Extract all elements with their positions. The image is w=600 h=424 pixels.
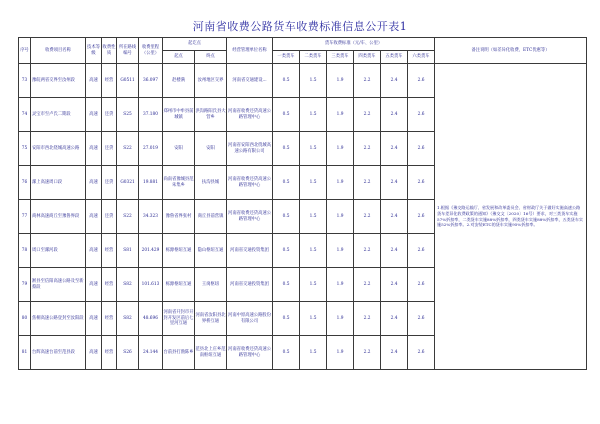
cell-fee-6: 2.6 [408, 200, 435, 234]
cell-fee-6: 2.6 [408, 268, 435, 302]
header-class-3: 三类货车 [327, 51, 354, 64]
cell-agency: 河南省安阳西北绕城高速公路有限公司 [227, 132, 273, 166]
cell-start: 台前县打渔陈乡 [163, 336, 195, 370]
note-cell: 1.根据《豫交路运输厅、省发展和改革委员会、省财政厅关于做好实施高速公路货车差异化收费政策的通知》（豫交文〔2020〕16号）要求，对三类货车实施57%折扣率，二类货车实施88%折扣率，四类货车实施88%折扣率，五类货车实施52%折扣率。2.对安装ETC的货车实施95%折扣率。 [435, 64, 587, 370]
cell-name: 焦桐高速公路登封至汝阳段 [31, 302, 86, 336]
cell-nature: 还贷 [102, 200, 117, 234]
cell-fee-3: 1.9 [327, 200, 354, 234]
cell-nature: 还贷 [102, 166, 117, 200]
cell-route: S25 [117, 98, 139, 132]
page-title: 河南省收费公路货车收费标准信息公开表1 [192, 20, 408, 33]
cell-route: S26 [117, 336, 139, 370]
cell-fee-6: 2.6 [408, 98, 435, 132]
cell-agency: 河南省收费还贷高速公路管理中心 [227, 200, 273, 234]
header-fee-nature: 收费性质 [102, 38, 117, 64]
cell-fee-2: 1.5 [300, 64, 327, 98]
cell-seq: 75 [19, 132, 31, 166]
cell-grade: 高速 [86, 268, 102, 302]
cell-seq: 74 [19, 98, 31, 132]
header-standard: 货车收费标准（元/车、公里） [273, 38, 435, 51]
cell-agency: 河南省收费还贷高速公路管理中心 [227, 166, 273, 200]
cell-nature: 还贷 [102, 132, 117, 166]
cell-fee-4: 2.2 [354, 268, 381, 302]
cell-mileage: 37.180 [139, 98, 163, 132]
cell-seq: 73 [19, 64, 31, 98]
cell-route: S22 [117, 200, 139, 234]
cell-start: 赵楼满 [163, 64, 195, 98]
header-class-1: 一类货车 [273, 51, 300, 64]
cell-grade: 高速 [86, 98, 102, 132]
cell-grade: 高速 [86, 234, 102, 268]
cell-grade: 高速 [86, 132, 102, 166]
cell-fee-3: 1.9 [327, 132, 354, 166]
header-end: 终点 [195, 51, 227, 64]
cell-fee-1: 0.5 [273, 200, 300, 234]
cell-fee-1: 0.5 [273, 336, 300, 370]
cell-start: 豫鲁省界张村 [163, 200, 195, 234]
cell-fee-2: 1.5 [300, 166, 327, 200]
cell-fee-1: 0.5 [273, 64, 300, 98]
cell-mileage: 36.097 [139, 64, 163, 98]
cell-nature: 经营 [102, 234, 117, 268]
header-route-no: 所在路线编号 [117, 38, 139, 64]
cell-fee-2: 1.5 [300, 234, 327, 268]
header-agency: 经营管理单位名称 [227, 38, 273, 64]
cell-start: 栎源枢纽互通 [163, 268, 195, 302]
cell-fee-4: 2.2 [354, 302, 381, 336]
cell-grade: 高速 [86, 336, 102, 370]
cell-seq: 78 [19, 234, 31, 268]
cell-nature: 经营 [102, 268, 117, 302]
cell-name: 台辉高速台前至范县段 [31, 336, 86, 370]
cell-seq: 76 [19, 166, 31, 200]
header-note: 备注说明（如差异化收费、ETC优惠等） [435, 38, 587, 64]
cell-fee-2: 1.5 [300, 268, 327, 302]
cell-fee-2: 1.5 [300, 132, 327, 166]
cell-name: 周口至漯河段 [31, 234, 86, 268]
cell-start: 栎源枢纽互通 [163, 234, 195, 268]
cell-grade: 高速 [86, 200, 102, 234]
cell-seq: 80 [19, 302, 31, 336]
cell-fee-5: 2.4 [381, 200, 408, 234]
cell-fee-1: 0.5 [273, 268, 300, 302]
cell-fee-5: 2.4 [381, 302, 408, 336]
cell-route: S81 [117, 234, 139, 268]
header-class-6: 六类货车 [408, 51, 435, 64]
cell-agency: 河南中原高速公路股份有限公司 [227, 302, 273, 336]
cell-fee-6: 2.6 [408, 132, 435, 166]
cell-fee-3: 1.9 [327, 64, 354, 98]
cell-fee-5: 2.4 [381, 64, 408, 98]
cell-grade: 高速 [86, 302, 102, 336]
cell-fee-1: 0.5 [273, 302, 300, 336]
cell-name: 商林高速商丘至豫鲁界段 [31, 200, 86, 234]
cell-fee-5: 2.4 [381, 234, 408, 268]
cell-nature: 还贷 [102, 98, 117, 132]
cell-fee-4: 2.2 [354, 132, 381, 166]
cell-name: 灵宝市至卢氏二期段 [31, 98, 86, 132]
cell-fee-5: 2.4 [381, 336, 408, 370]
cell-fee-4: 2.2 [354, 64, 381, 98]
cell-fee-4: 2.2 [354, 234, 381, 268]
header-seq: 序号 [19, 38, 31, 64]
cell-agency: 河南省交通投资集团 [227, 268, 273, 302]
cell-start: 尚南省豫城县范朱集乡 [163, 166, 195, 200]
cell-start: 安阳 [163, 132, 195, 166]
cell-mileage: 34.323 [139, 200, 163, 234]
cell-fee-4: 2.2 [354, 336, 381, 370]
cell-name: 豫皖两省交界至汝州段 [31, 64, 86, 98]
header-tech-grade: 技术等级 [86, 38, 102, 64]
header-start-end: 起讫点 [163, 38, 227, 51]
cell-fee-5: 2.4 [381, 98, 408, 132]
cell-route: S22 [117, 132, 139, 166]
cell-route: G0321 [117, 166, 139, 200]
cell-fee-3: 1.9 [327, 166, 354, 200]
cell-seq: 79 [19, 268, 31, 302]
cell-seq: 77 [19, 200, 31, 234]
cell-end: 汝州地区交界 [195, 64, 227, 98]
cell-fee-2: 1.5 [300, 336, 327, 370]
cell-fee-5: 2.4 [381, 132, 408, 166]
cell-fee-6: 2.6 [408, 64, 435, 98]
cell-fee-6: 2.6 [408, 302, 435, 336]
cell-mileage: 48.696 [139, 302, 163, 336]
cell-fee-6: 2.6 [408, 234, 435, 268]
cell-end: 王岗枢纽 [195, 268, 227, 302]
cell-fee-3: 1.9 [327, 234, 354, 268]
cell-route: G0511 [117, 64, 139, 98]
cell-nature: 经营 [102, 302, 117, 336]
cell-mileage: 24.144 [139, 336, 163, 370]
cell-name: 淅县至信阳高速公路及至新蔡段 [31, 268, 86, 302]
cell-grade: 高速 [86, 64, 102, 98]
cell-name: 漯上高速周口段 [31, 166, 86, 200]
cell-fee-2: 1.5 [300, 302, 327, 336]
cell-start: 河南省开封市开封开发区前后七里河互通 [163, 302, 195, 336]
cell-fee-1: 0.5 [273, 132, 300, 166]
cell-mileage: 27.019 [139, 132, 163, 166]
table-row [19, 64, 587, 98]
cell-end: 扶沟县城 [195, 166, 227, 200]
cell-mileage: 201.429 [139, 234, 163, 268]
cell-route: S82 [117, 302, 139, 336]
cell-name: 安阳市西北绕城高速公路 [31, 132, 86, 166]
cell-nature: 经营 [102, 336, 117, 370]
cell-end: 商丘县前营镇 [195, 200, 227, 234]
cell-agency: 河南省收费还贷高速公路管理中心 [227, 336, 273, 370]
cell-fee-4: 2.2 [354, 200, 381, 234]
cell-seq: 81 [19, 336, 31, 370]
header-mileage: 收费里程（公里） [139, 38, 163, 64]
cell-fee-3: 1.9 [327, 302, 354, 336]
cell-fee-5: 2.4 [381, 166, 408, 200]
cell-fee-2: 1.5 [300, 200, 327, 234]
cell-fee-1: 0.5 [273, 234, 300, 268]
header-name: 收费项目名称 [31, 38, 86, 64]
cell-grade: 高速 [86, 166, 102, 200]
cell-end: 洪沟路阳氏县大营乡 [195, 98, 227, 132]
cell-agency: 河南省收费还贷高速公路管理中心 [227, 98, 273, 132]
cell-route: S82 [117, 268, 139, 302]
header-class-4: 四类货车 [354, 51, 381, 64]
cell-fee-1: 0.5 [273, 166, 300, 200]
cell-fee-2: 1.5 [300, 98, 327, 132]
header-start: 起点 [163, 51, 195, 64]
cell-fee-3: 1.9 [327, 98, 354, 132]
cell-agency: 河南省交通投资集团 [227, 234, 273, 268]
cell-agency: 河南省交通建设... [227, 64, 273, 98]
cell-nature: 经营 [102, 64, 117, 98]
cell-end: 河南省汝阳县北界桥互通 [195, 302, 227, 336]
cell-fee-4: 2.2 [354, 166, 381, 200]
cell-mileage: 101.613 [139, 268, 163, 302]
cell-mileage: 19.881 [139, 166, 163, 200]
cell-end: 安阳 [195, 132, 227, 166]
cell-fee-3: 1.9 [327, 336, 354, 370]
header-class-5: 五类货车 [381, 51, 408, 64]
cell-end: 隐山枢纽互通 [195, 234, 227, 268]
fee-table [18, 37, 587, 370]
cell-fee-1: 0.5 [273, 98, 300, 132]
cell-fee-6: 2.6 [408, 336, 435, 370]
cell-fee-5: 2.4 [381, 268, 408, 302]
cell-fee-6: 2.6 [408, 166, 435, 200]
cell-fee-4: 2.2 [354, 98, 381, 132]
cell-fee-3: 1.9 [327, 268, 354, 302]
header-class-2: 二类货车 [300, 51, 327, 64]
header-row-1 [19, 38, 587, 51]
cell-start: 郑州市中牟县前城镇 [163, 98, 195, 132]
cell-end: 范县北上庄乡范南枢纽互通 [195, 336, 227, 370]
